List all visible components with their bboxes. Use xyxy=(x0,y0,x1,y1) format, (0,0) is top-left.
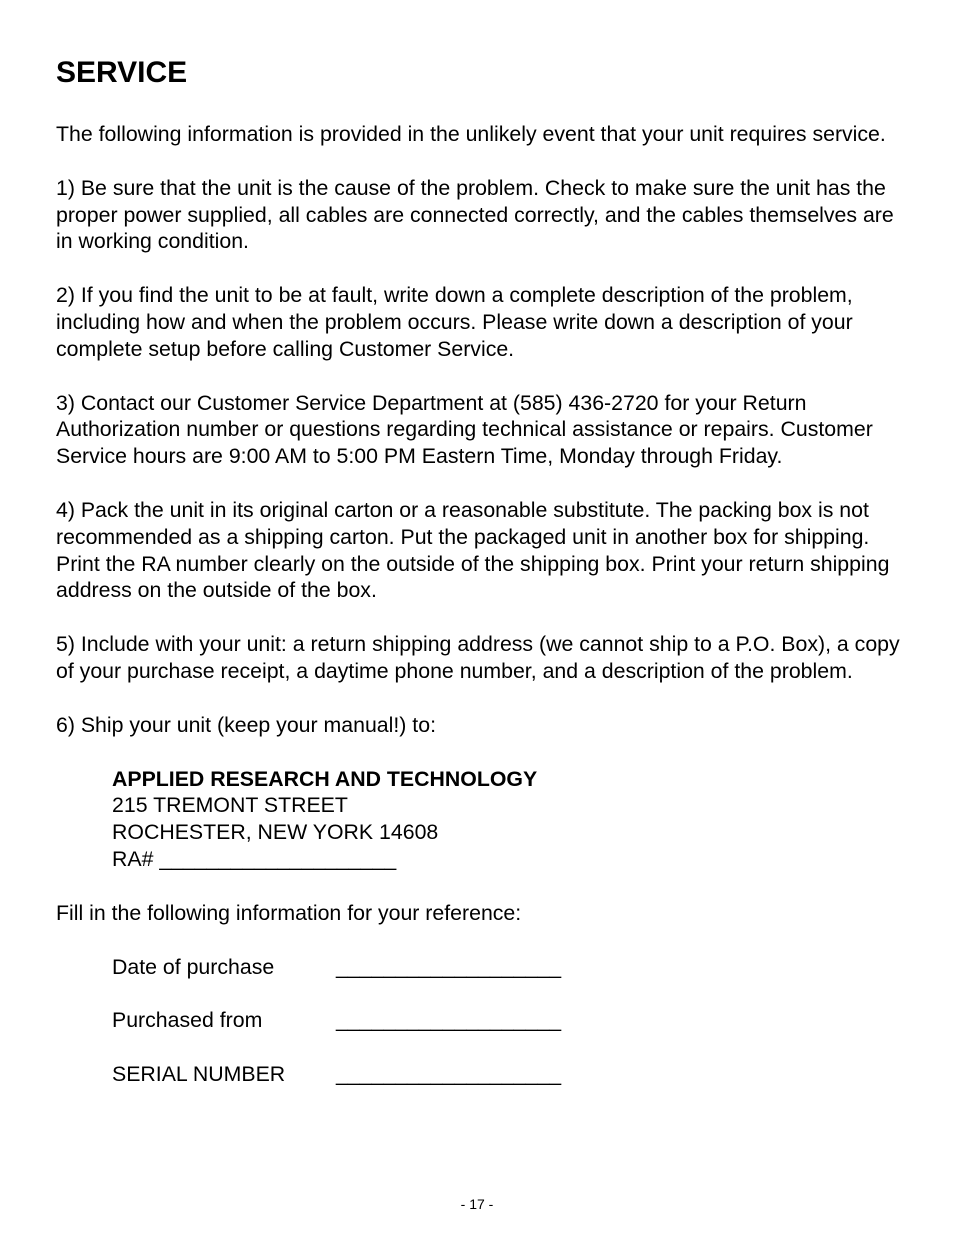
page-number: - 17 - xyxy=(460,1196,494,1212)
reference-label: SERIAL NUMBER xyxy=(112,1062,286,1087)
address-ra-number: RA# ____________________ xyxy=(112,846,397,871)
shipping-address xyxy=(112,766,906,873)
reference-row-purchased-from xyxy=(112,1007,906,1034)
address-company: APPLIED RESEARCH AND TECHNOLOGY xyxy=(112,766,538,791)
reference-row-serial-number xyxy=(112,1061,906,1088)
address-street: 215 TREMONT STREET xyxy=(112,793,348,818)
reference-row-date xyxy=(112,954,906,981)
reference-blank-line: ___________________ xyxy=(336,954,562,979)
manual-page xyxy=(56,55,906,1115)
address-city: ROCHESTER, NEW YORK 14608 xyxy=(112,820,439,845)
step-2: 2) If you find the unit to be at fault, write down a complete description of the problem, including how and when the problem occurs. Please write down a description of your complete setup before calling Customer Service. xyxy=(56,283,853,361)
page-title: SERVICE xyxy=(56,56,188,89)
intro-paragraph: The following information is provided in the unlikely event that your unit requires service. xyxy=(56,122,886,146)
reference-label: Purchased from xyxy=(112,1008,263,1033)
step-6: 6) Ship your unit (keep your manual!) to: xyxy=(56,712,436,737)
step-3: 3) Contact our Customer Service Department at (585) 436-2720 for your Return Authorization number or questions regarding technical assistance or repairs. Customer Service hours are 9:00 AM to 5:00 PM Eastern Time, Monday through Friday. xyxy=(56,390,873,469)
step-1: 1) Be sure that the unit is the cause of the problem. Check to make sure the unit has the proper power supplied, all cables are connected correctly, and the cables themselves are in working condition. xyxy=(56,175,894,254)
reference-blank-line: ___________________ xyxy=(336,1062,562,1087)
step-5: 5) Include with your unit: a return shipping address (we cannot ship to a P.O. Box), a copy of your purchase receipt, a daytime phone number, and a description of the problem. xyxy=(56,632,900,683)
reference-intro: Fill in the following information for your reference: xyxy=(56,900,522,925)
reference-label: Date of purchase xyxy=(112,954,275,979)
step-4: 4) Pack the unit in its original carton or a reasonable substitute. The packing box is not recommended as a shipping carton. Put the packaged unit in another box for shipping. Print the RA number clearly on the outside of the shipping box. Print your return shipping address on the outside of the box. xyxy=(56,497,890,603)
reference-blank-line: ___________________ xyxy=(336,1008,562,1033)
